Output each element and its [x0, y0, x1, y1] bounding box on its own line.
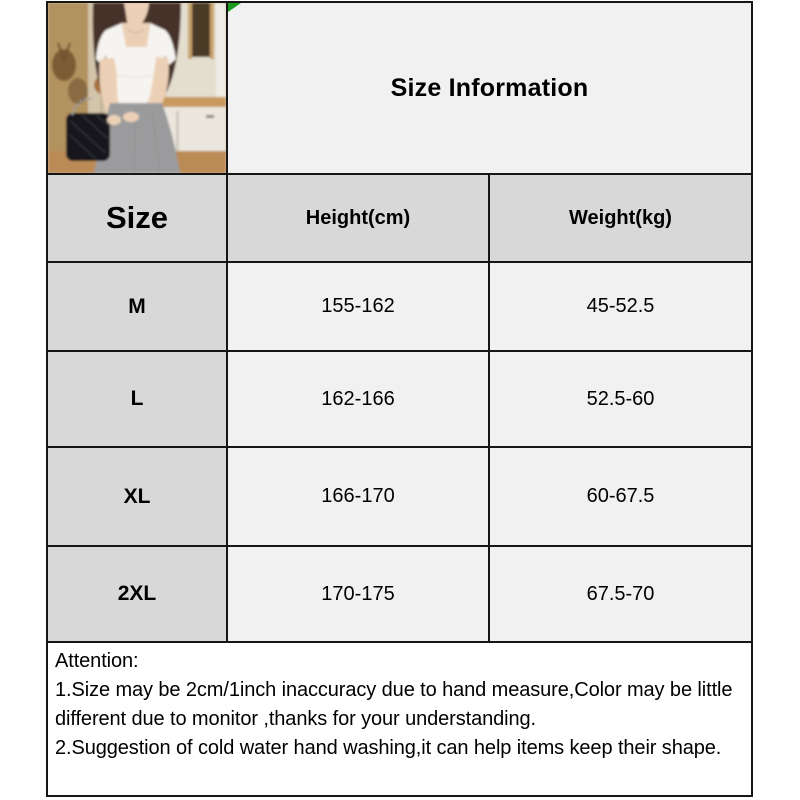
height-cell-xl: 166-170: [228, 448, 488, 545]
weight-cell-2xl: 67.5-70: [490, 547, 751, 641]
model-photo: [48, 3, 226, 173]
hand: [107, 115, 121, 125]
attention-line-2: 2.Suggestion of cold water hand washing,it can help items keep their shape.: [55, 737, 722, 759]
column-header-weight: Weight(kg): [490, 175, 751, 261]
size-cell-xl: XL: [48, 448, 226, 545]
page-title: Size Information: [390, 73, 589, 102]
title-cell: [228, 3, 751, 173]
hand: [123, 112, 139, 122]
attention-label: Attention:: [55, 650, 139, 672]
height-cell-l: 162-166: [228, 352, 488, 446]
hanging-bag: [52, 49, 76, 81]
weight-cell-m: 45-52.5: [490, 263, 751, 350]
column-header-size: Size: [48, 175, 226, 261]
height-cell-m: 155-162: [228, 263, 488, 350]
height-cell-2xl: 170-175: [228, 547, 488, 641]
attention-note: [48, 643, 751, 795]
chest: [122, 23, 150, 47]
size-sheet: [46, 1, 753, 797]
product-photo-cell: [48, 3, 226, 173]
size-cell-2xl: 2XL: [48, 547, 226, 641]
green-corner-marker: [228, 3, 241, 12]
column-header-height: Height(cm): [228, 175, 488, 261]
size-cell-m: M: [48, 263, 226, 350]
size-cell-l: L: [48, 352, 226, 446]
attention-line-1: 1.Size may be 2cm/1inch inaccuracy due to hand measure,Color may be little different due to monitor ,thanks for your understanding.: [55, 679, 733, 730]
weight-cell-l: 52.5-60: [490, 352, 751, 446]
weight-cell-xl: 60-67.5: [490, 448, 751, 545]
